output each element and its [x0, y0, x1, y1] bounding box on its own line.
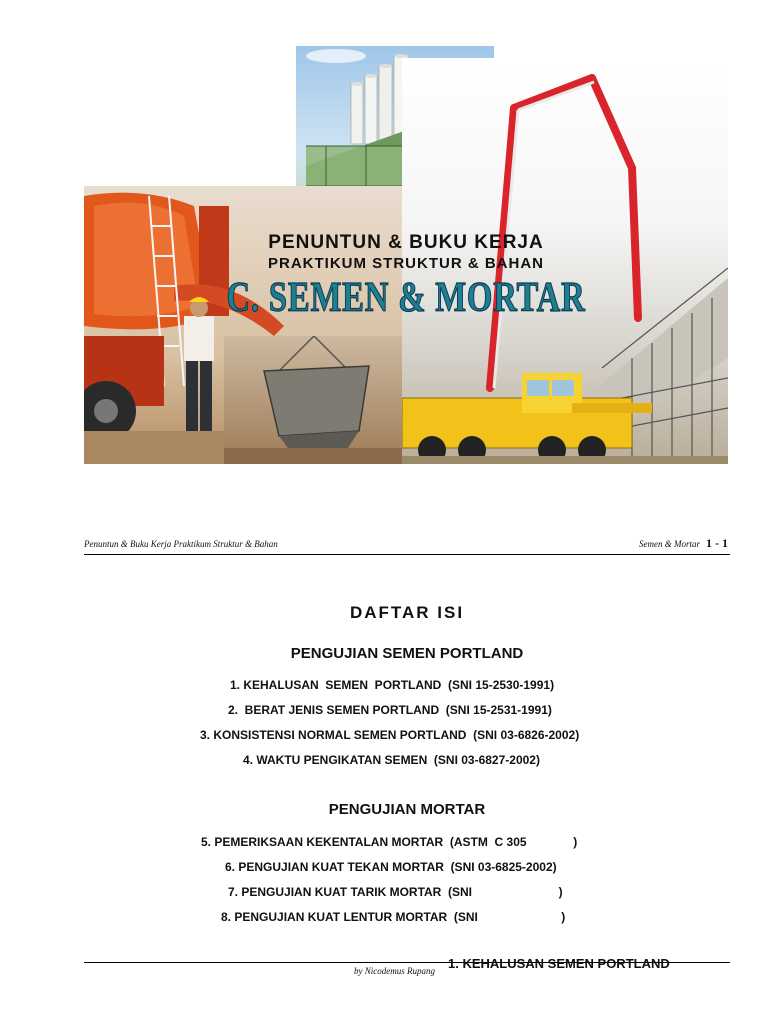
concrete-bucket-photo [224, 336, 404, 464]
header-divider [84, 554, 730, 555]
running-header-section: Semen & Mortar [639, 539, 700, 549]
toc-item-1[interactable]: 1. KEHALUSAN SEMEN PORTLAND (SNI 15-2530-1991) [230, 678, 555, 692]
running-header-right [639, 536, 728, 551]
running-header-title: Penuntun & Buku Kerja Praktikum Struktur & Bahan [84, 539, 278, 549]
cover-title-line1: PENUNTUN & BUKU KERJA [268, 232, 544, 253]
cover-collage [84, 46, 728, 464]
toc-item-4[interactable]: 4. WAKTU PENGIKATAN SEMEN (SNI 03-6827-2002) [243, 753, 540, 767]
next-section-heading: 1. KEHALUSAN SEMEN PORTLAND [448, 956, 670, 971]
toc-item-8[interactable]: 8. PENGUJIAN KUAT LENTUR MORTAR (SNI ) [221, 910, 566, 924]
toc-item-7[interactable]: 7. PENGUJIAN KUAT TARIK MORTAR (SNI ) [228, 885, 563, 899]
cover-title-line2: PRAKTIKUM STRUKTUR & BAHAN [268, 255, 544, 272]
toc-item-3[interactable]: 3. KONSISTENSI NORMAL SEMEN PORTLAND (SNI 03-6826-2002) [200, 728, 580, 742]
cover-title-main: C. SEMEN & MORTAR [226, 275, 586, 321]
toc-section-heading-semen: PENGUJIAN SEMEN PORTLAND [290, 645, 524, 662]
toc-item-2[interactable]: 2. BERAT JENIS SEMEN PORTLAND (SNI 15-2531-1991) [228, 703, 552, 717]
toc-section-heading-mortar: PENGUJIAN MORTAR [328, 801, 486, 818]
toc-item-6[interactable]: 6. PENGUJIAN KUAT TEKAN MORTAR (SNI 03-6825-2002) [225, 860, 557, 874]
footer-author: by Nicodemus Rupang [354, 966, 435, 976]
toc-title: DAFTAR ISI [349, 603, 465, 622]
toc-item-5[interactable]: 5. PEMERIKSAAN KEKENTALAN MORTAR (ASTM C 305 ) [201, 835, 578, 849]
page-number: 1 - 1 [706, 536, 728, 550]
